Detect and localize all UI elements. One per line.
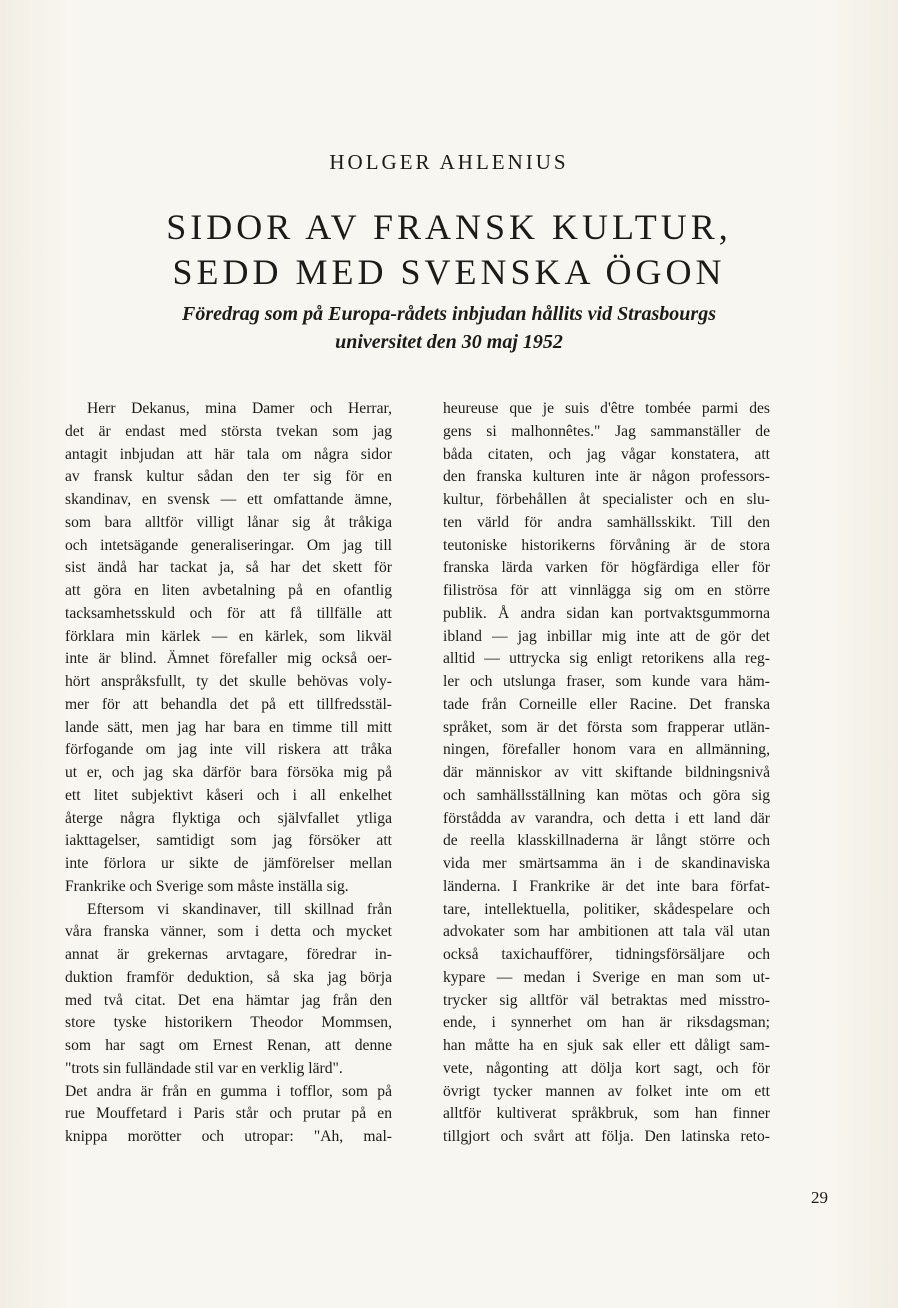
text-line: filiströsa för att vinnlägga sig om en större <box>443 582 770 599</box>
text-line: ten värld för andra samhällsskikt. Till den <box>443 513 770 531</box>
text-line: publik. Å andra sidan kan portvaktsgummorna <box>443 604 770 622</box>
text-line: också taxichaufförer, tidningsförsäljare och <box>443 946 770 963</box>
text-line: förklara min kärlek — en kärlek, som likväl <box>65 627 392 645</box>
text-line: annat är grekernas arvtagare, föredrar in- <box>65 946 392 963</box>
text-line: Det andra är från en gumma i tofflor, som på <box>65 1082 392 1100</box>
text-line: ibland — jag inbillar mig inte att de gör det <box>443 627 770 645</box>
text-line: återge några flyktiga och självfallet ytliga <box>65 809 392 827</box>
text-line: inte är blind. Ämnet förefaller mig också oer- <box>65 650 392 668</box>
text-line: sist ändå har tackat ja, så har det skett för <box>65 559 392 577</box>
text-line: ut er, och jag ska därför bara försöka mig på <box>65 764 392 781</box>
text-line: kypare — medan i Sverige en man som ut- <box>443 968 770 986</box>
text-line: den franska kulturen inte är någon professors- <box>443 468 770 486</box>
text-line: vida mer smärtsamma än i de skandinaviska <box>443 855 770 872</box>
text-line: tade från Corneille eller Racine. Det franska <box>443 695 770 713</box>
title-line-2: SEDD MED SVENSKA ÖGON <box>172 252 726 292</box>
text-line: det är endast med största tvekan som jag <box>65 422 392 440</box>
text-line: heureuse que je suis d'être tombée parmi des <box>443 400 770 417</box>
text-line: Eftersom vi skandinaver, till skillnad från <box>87 900 392 918</box>
text-line: ende, i synnerhet om han är riksdagsman; <box>443 1014 770 1032</box>
text-line: tare, intellektuella, politiker, skådespelare och <box>443 900 770 918</box>
text-line: Frankrike och Sverige som måste inställa sig. <box>65 877 349 895</box>
text-line: Herr Dekanus, mina Damer och Herrar, <box>87 400 392 417</box>
text-line: ler och utslunga fraser, som kunde vara häm- <box>443 673 770 690</box>
subtitle-line-1: Föredrag som på Europa-rådets inbjudan hållits vid Strasbourgs <box>181 303 716 325</box>
left-text-column <box>65 398 392 1149</box>
text-line: att göra en liten avbetalning på en ofantlig <box>65 582 392 599</box>
text-line: som bara alltför villigt lånar sig åt tråkiga <box>65 513 392 531</box>
text-line: teutoniske historikerns förvåning är de stora <box>443 536 770 554</box>
text-line: båda citaten, och jag vågar konstatera, att <box>443 445 770 463</box>
text-line: ett litet subjektivt kåseri och i all enkelhet <box>65 786 392 804</box>
text-line: mer för att behandla det på ett tillfredsstäl- <box>65 695 392 713</box>
author-name: HOLGER AHLENIUS <box>329 150 569 174</box>
text-line: skandinav, en svensk — ett omfattande ämne, <box>65 491 392 508</box>
text-line: tillgjort och svårt att följa. Den latinska reto- <box>443 1128 770 1145</box>
text-line: rue Mouffetard i Paris står och prutar på en <box>65 1105 392 1123</box>
text-line: advokater som har ambitionen att tala väl utan <box>443 923 770 941</box>
text-line: alltför kultiverat språkbruk, som han finner <box>443 1105 770 1123</box>
title-line-1: SIDOR AV FRANSK KULTUR, <box>166 207 732 247</box>
text-line: alltid — uttrycka sig enligt retorikens alla reg- <box>443 650 770 668</box>
text-line: som har sagt om Ernest Renan, att denne <box>65 1037 392 1054</box>
subtitle-line-2: universitet den 30 maj 1952 <box>335 331 563 353</box>
text-line: de reella klasskillnaderna är långt större och <box>443 832 770 850</box>
text-line: hört anspråksfullt, ty det skulle behövas voly- <box>65 673 392 690</box>
text-line: han måtte ha en sjuk sak eller ett dåligt sam- <box>443 1037 770 1054</box>
text-line: vete, någonting att dölja kort sagt, och för <box>443 1059 770 1077</box>
text-line: där människor av vitt skiftande bildningsnivå <box>443 764 770 781</box>
text-line: ningen, förefaller honom vara en allmänning, <box>443 741 770 759</box>
text-line: inte förlora ur sikte de jämförelser mellan <box>65 855 392 872</box>
right-text-column <box>443 398 770 1149</box>
text-line: våra franska vänner, som i detta och mycket <box>65 923 392 941</box>
text-line: "trots sin fulländade stil var en verklig lärd". <box>65 1059 343 1077</box>
page-number: 29 <box>811 1188 828 1207</box>
text-line: franska lärda varken för högfärdiga eller för <box>443 559 770 577</box>
text-line: knippa morötter och utropar: "Ah, mal- <box>65 1128 392 1145</box>
text-line: tacksamhetsskuld och för att få tillfälle att <box>65 604 392 622</box>
text-line: kultur, förbehållen åt specialister och en slu- <box>443 491 770 508</box>
text-line: förstådda av varandra, och detta i ett land där <box>443 809 770 827</box>
text-line: övrigt tycker mannen av folket inte om ett <box>443 1082 770 1100</box>
text-line: språket, som är det första som frapperar utlän- <box>443 718 770 736</box>
text-line: lande sätt, men jag har bara en timme till mitt <box>65 718 392 736</box>
text-line: store tyske historikern Theodor Mommsen, <box>65 1014 392 1032</box>
text-line: länderna. I Frankrike är det inte bara förfat- <box>443 877 770 895</box>
text-line: förfogande om jag inte vill riskera att tråka <box>65 741 392 759</box>
text-line: iakttagelser, samtidigt som jag försöker att <box>65 832 392 850</box>
text-line: av fransk kultur sådan den ter sig för en <box>65 468 392 486</box>
text-line: och intetsägande generaliseringar. Om jag till <box>65 536 392 554</box>
text-line: med två citat. Det ena hämtar jag från den <box>65 991 392 1009</box>
text-line: och samhällsställning kan mötas och göra sig <box>443 786 770 804</box>
text-line: gens si malhonnêtes." Jag sammanställer de <box>443 422 770 440</box>
text-line: trycker sig alltför väl betraktas med misstro- <box>443 991 770 1009</box>
text-line: antagit inbjudan att här tala om några sidor <box>65 445 392 463</box>
text-line: duktion framför deduktion, så ska jag börja <box>65 968 392 986</box>
